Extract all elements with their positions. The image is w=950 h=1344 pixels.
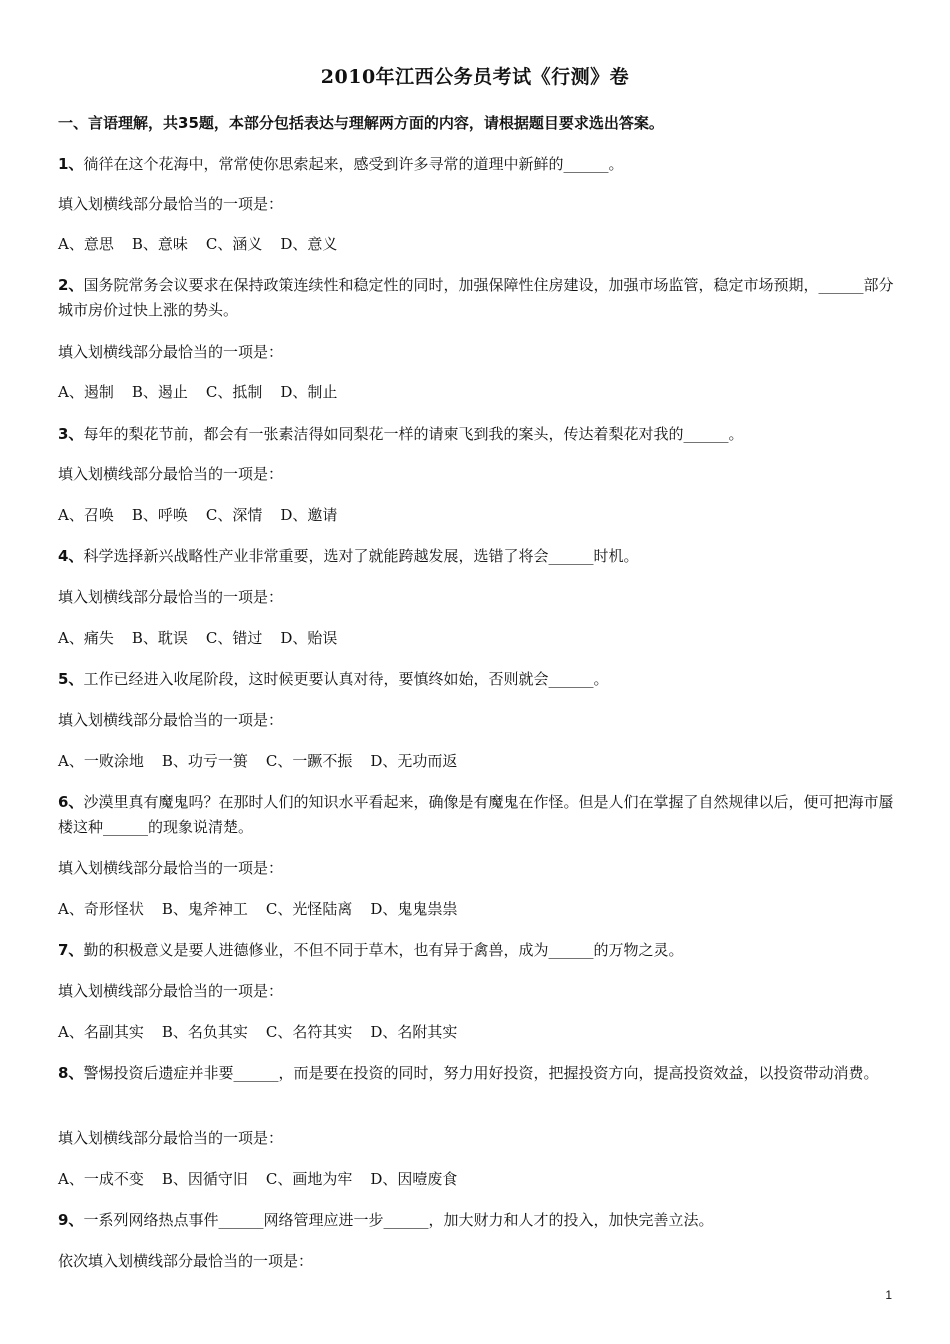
question-4	[58, 544, 908, 569]
option-a: A、一成不变	[58, 1170, 144, 1188]
question-text: 一系列网络热点事件______网络管理应进一步______，加大财力和人才的投入，加快完善立法。	[83, 1211, 714, 1229]
question-text: 警惕投资后遗症并非要______，而是要在投资的同时，努力用好投资，把握投资方向，提高投资效益，以投资带动消费。	[83, 1064, 879, 1082]
option-b: B、功亏一篑	[161, 752, 248, 770]
option-d: D、因噎废食	[370, 1170, 458, 1188]
option-c: C、抵制	[205, 383, 263, 401]
question-number: 6、	[58, 793, 84, 811]
question-instruction: 填入划横线部分最恰当的一项是：	[58, 859, 284, 877]
option-b: B、鬼斧神工	[161, 900, 248, 918]
question-9	[58, 1208, 908, 1233]
options-row	[58, 503, 908, 528]
question-instruction: 填入划横线部分最恰当的一项是：	[58, 982, 284, 1000]
question-7	[58, 938, 908, 963]
option-d: D、贻误	[280, 629, 338, 647]
question-text: 沙漠里真有魔鬼吗？在那时人们的知识水平看起来，确像是有魔鬼在作怪。但是人们在掌握了自然规律以后，便可把海市蜃楼这种______的现象说清楚。	[58, 793, 894, 836]
option-c: C、一蹶不振	[265, 752, 353, 770]
option-c: C、光怪陆离	[265, 900, 353, 918]
question-1	[58, 152, 908, 177]
options-row	[58, 626, 908, 651]
option-d: D、意义	[280, 235, 338, 253]
question-5	[58, 667, 908, 692]
question-number: 3、	[58, 425, 84, 443]
option-a: A、名副其实	[58, 1023, 144, 1041]
question-8	[58, 1061, 908, 1086]
option-d: D、名附其实	[370, 1023, 458, 1041]
option-b: B、耽误	[131, 629, 188, 647]
page-number: 1	[885, 1288, 892, 1302]
question-instruction: 填入划横线部分最恰当的一项是：	[58, 195, 284, 213]
question-number: 4、	[58, 547, 84, 565]
options-row	[58, 232, 908, 257]
question-instruction: 填入划横线部分最恰当的一项是：	[58, 711, 284, 729]
question-instruction: 填入划横线部分最恰当的一项是：	[58, 343, 284, 361]
option-a: A、奇形怪状	[58, 900, 144, 918]
question-text: 徜徉在这个花海中，常常使你思索起来，感受到许多寻常的道理中新鲜的______。	[83, 155, 624, 173]
option-c: C、名符其实	[265, 1023, 353, 1041]
option-a: A、一败涂地	[58, 752, 144, 770]
question-number: 2、	[58, 276, 84, 294]
page-title: 2010年江西公务员考试《行测》卷	[320, 66, 630, 88]
option-b: B、意味	[131, 235, 188, 253]
option-c: C、深情	[205, 506, 263, 524]
section-heading: 一、言语理解，共35题，本部分包括表达与理解两方面的内容，请根据题目要求选出答案。	[58, 114, 664, 132]
question-number: 1、	[58, 155, 84, 173]
options-row	[58, 749, 908, 774]
option-b: B、呼唤	[131, 506, 188, 524]
question-6	[58, 790, 908, 840]
question-instruction: 依次填入划横线部分最恰当的一项是：	[58, 1252, 314, 1270]
option-d: D、无功而返	[370, 752, 458, 770]
question-2	[58, 273, 908, 323]
question-instruction: 填入划横线部分最恰当的一项是：	[58, 465, 284, 483]
option-c: C、画地为牢	[265, 1170, 353, 1188]
option-b: B、遏止	[131, 383, 188, 401]
question-text: 工作已经进入收尾阶段，这时候更要认真对待，要慎终如始，否则就会______。	[83, 670, 609, 688]
option-d: D、制止	[280, 383, 338, 401]
option-d: D、鬼鬼祟祟	[370, 900, 458, 918]
option-b: B、因循守旧	[161, 1170, 248, 1188]
question-text: 国务院常务会议要求在保持政策连续性和稳定性的同时，加强保障性住房建设，加强市场监管，稳定市场预期，______部分城市房价过快上涨的势头。	[58, 276, 894, 319]
options-row	[58, 380, 908, 405]
option-a: A、遏制	[58, 383, 114, 401]
question-text: 每年的梨花节前，都会有一张素洁得如同梨花一样的请柬飞到我的案头，传达着梨花对我的______。	[83, 425, 744, 443]
option-c: C、涵义	[205, 235, 263, 253]
option-b: B、名负其实	[161, 1023, 248, 1041]
question-number: 9、	[58, 1211, 84, 1229]
question-text: 科学选择新兴战略性产业非常重要，选对了就能跨越发展，选错了将会______时机。	[83, 547, 639, 565]
question-number: 5、	[58, 670, 84, 688]
options-row	[58, 1020, 908, 1045]
question-number: 7、	[58, 941, 84, 959]
option-c: C、错过	[205, 629, 263, 647]
option-d: D、邀请	[280, 506, 338, 524]
options-row	[58, 1167, 908, 1192]
question-instruction: 填入划横线部分最恰当的一项是：	[58, 1129, 284, 1147]
options-row	[58, 897, 908, 922]
question-3	[58, 422, 908, 447]
question-text: 勤的积极意义是要人进德修业，不但不同于草木，也有异于禽兽，成为______的万物之灵。	[83, 941, 684, 959]
question-number: 8、	[58, 1064, 84, 1082]
option-a: A、召唤	[58, 506, 114, 524]
option-a: A、意思	[58, 235, 114, 253]
question-instruction: 填入划横线部分最恰当的一项是：	[58, 588, 284, 606]
option-a: A、痛失	[58, 629, 114, 647]
